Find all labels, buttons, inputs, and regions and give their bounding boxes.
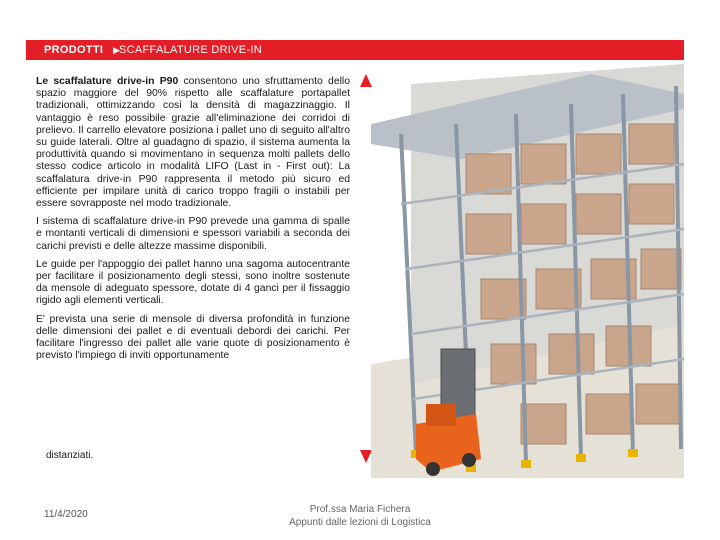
paragraph-1-text: consentono uno sfruttamento dello spazio maggiore del 90% rispetto alle scaffalature portapallet tradizionali, ottimizzando così la densità di magazzinaggio. Il vantaggio è reso possibile grazie all'eliminazione dei corridoi di prelievo. Il carrello elevatore posiziona i pallet uno di seguito all'altro su guide laterali. Oltre al guadagno di spazio, il sistema aumenta la produttività quando si movimentano in sequenza molti pallets dello stesso codice articolo in modalità LIFO (Last in - First out): La scaffalatura drive-in P90 rappresenta il metodo più sicuro ed efficiente per impilare unità di carico troppo fragili o instabili per essere sovrapposte nel modo tradizionale. [36,76,350,210]
breadcrumb-bar [26,40,684,60]
description-text [36,76,350,368]
footer-author [250,503,470,529]
paragraph-4-end: distanziati. [46,450,94,461]
breadcrumb-prodotti[interactable]: PRODOTTI [44,44,104,56]
paragraph-4: E' prevista una serie di mensole di diversa profondità in funzione delle dimensioni dei pallet e di eventuali debordi dei carichi. Per facilitare l'ingresso dei pallet alle varie quote di posizionamento è previsto l'impiego di inviti opportunamente [36,313,350,362]
author-name: Prof.ssa Maria Fichera [309,504,411,515]
breadcrumb-separator-icon: ▶ [113,45,120,55]
paragraph-1 [36,76,350,210]
drive-in-racking-illustration [371,64,684,478]
course-name: Appunti dalle lezioni di Logistica [289,517,431,528]
paragraph-3: Le guide per l'appoggio dei pallet hanno una sagoma autocentrante per facilitare il posizionamento degli stessi, sono inoltre sostenute da mensole di adeguato spessore, dotate di 4 ganci per il fissaggio rigido agli elementi verticali. [36,258,350,307]
footer-date: 11/4/2020 [44,509,88,520]
product-name: Le scaffalature drive-in P90 [36,76,179,87]
paragraph-2: I sistema di scaffalature drive-in P90 prevede una gamma di spalle e montanti verticali di dimensioni e spessori variabili a seconda dei carichi previsti e delle altezze massime disponibili. [36,216,350,252]
slide-panel [26,40,684,478]
breadcrumb-drive-in[interactable]: SCAFFALATURE DRIVE-IN [119,44,263,56]
